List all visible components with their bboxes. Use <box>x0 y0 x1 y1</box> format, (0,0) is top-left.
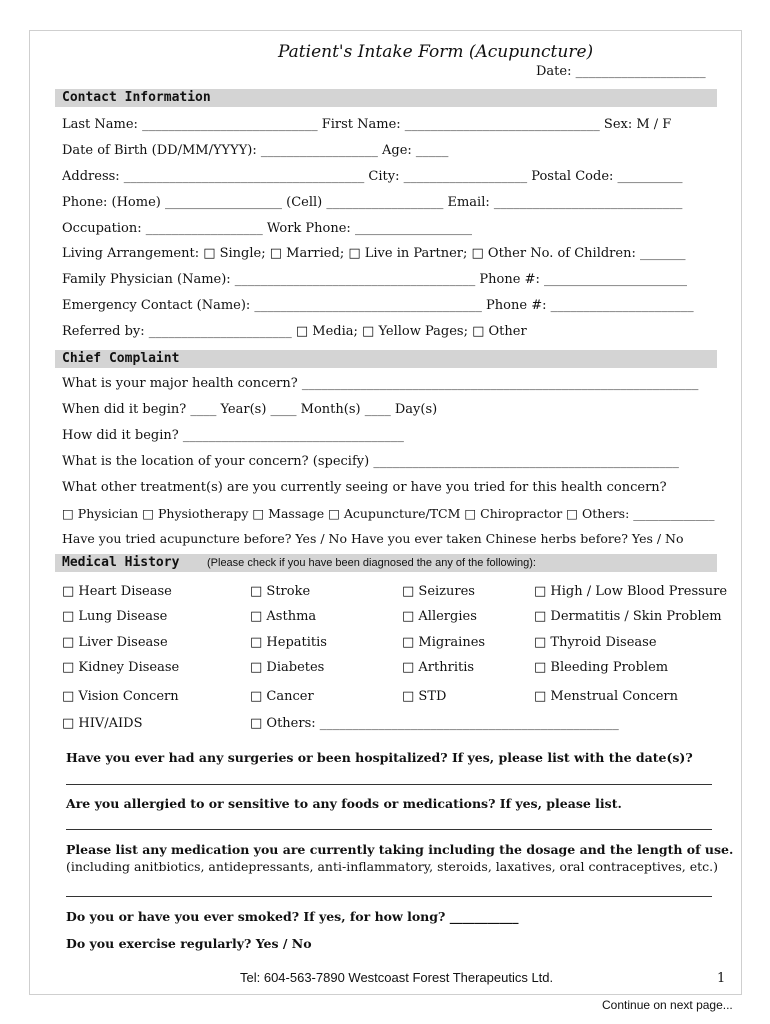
answer-line-allergy[interactable] <box>66 829 712 830</box>
answer-line-medication[interactable] <box>66 896 712 897</box>
field-row-treatments-question: What other treatment(s) are you currently seeing or have you tried for this health concern? <box>62 480 667 495</box>
continue-note: Continue on next page... <box>602 998 733 1012</box>
condition-checkbox[interactable]: □ Diabetes <box>250 660 325 675</box>
condition-checkbox[interactable]: □ Seizures <box>402 584 475 599</box>
condition-checkbox[interactable]: □ Dermatitis / Skin Problem <box>534 609 722 624</box>
condition-checkbox[interactable]: □ Liver Disease <box>62 635 168 650</box>
condition-checkbox[interactable]: □ Bleeding Problem <box>534 660 669 675</box>
field-row-physician[interactable]: Family Physician (Name): _____________________________________ Phone #: ______________________ <box>62 272 687 287</box>
page-number: 1 <box>717 971 726 986</box>
question-smoke[interactable]: Do you or have you ever smoked? If yes, for how long? ___________ <box>66 909 519 924</box>
field-row-dob[interactable]: Date of Birth (DD/MM/YYYY): __________________ Age: _____ <box>62 143 449 158</box>
condition-checkbox[interactable]: □ Allergies <box>402 609 477 624</box>
condition-checkbox[interactable]: □ High / Low Blood Pressure <box>534 584 728 599</box>
condition-checkbox[interactable]: □ Kidney Disease <box>62 660 180 675</box>
section-history-note: (Please check if you have been diagnosed the any of the following): <box>207 557 536 569</box>
field-row-acupuncture-herbs[interactable]: Have you tried acupuncture before? Yes / No Have you ever taken Chinese herbs before? Yes / No <box>62 531 684 546</box>
field-row-began[interactable]: When did it begin? ____ Year(s) ____ Month(s) ____ Day(s) <box>62 402 438 417</box>
condition-checkbox[interactable]: □ Lung Disease <box>62 609 168 624</box>
date-field[interactable]: Date: ____________________ <box>536 64 706 79</box>
question-exercise[interactable]: Do you exercise regularly? Yes / No <box>66 936 312 951</box>
condition-checkbox[interactable]: □ Stroke <box>250 584 311 599</box>
condition-checkbox[interactable]: □ Thyroid Disease <box>534 635 657 650</box>
condition-checkbox[interactable]: □ Asthma <box>250 609 317 624</box>
condition-checkbox[interactable]: □ Vision Concern <box>62 689 179 704</box>
section-contact-header <box>55 89 717 107</box>
section-contact-title: Contact Information <box>62 90 211 105</box>
condition-others-field[interactable]: □ Others: ______________________________________________ <box>250 716 619 731</box>
condition-checkbox[interactable]: □ Cancer <box>250 689 314 704</box>
condition-checkbox[interactable]: □ HIV/AIDS <box>62 716 143 731</box>
question-allergy: Are you allergied to or sensitive to any foods or medications? If yes, please list. <box>66 796 622 811</box>
condition-checkbox[interactable]: □ STD <box>402 689 447 704</box>
question-medication: Please list any medication you are currently taking including the dosage and the length of use. <box>66 842 734 857</box>
section-complaint-title: Chief Complaint <box>62 351 180 366</box>
field-row-occupation[interactable]: Occupation: __________________ Work Phone: __________________ <box>62 221 472 236</box>
field-row-emergency[interactable]: Emergency Contact (Name): ___________________________________ Phone #: ______________________ <box>62 298 694 313</box>
condition-checkbox[interactable]: □ Menstrual Concern <box>534 689 679 704</box>
condition-checkbox[interactable]: □ Arthritis <box>402 660 475 675</box>
field-row-concern[interactable]: What is your major health concern? _____________________________________________________________ <box>62 376 699 391</box>
field-row-living[interactable]: Living Arrangement: □ Single; □ Married; □ Live in Partner; □ Other No. of Children: _______ <box>62 246 686 261</box>
condition-checkbox[interactable]: □ Hepatitis <box>250 635 327 650</box>
field-row-treatments-options[interactable]: □ Physician □ Physiotherapy □ Massage □ Acupuncture/TCM □ Chiropractor □ Others: _____________ <box>62 506 715 521</box>
question-surgery: Have you ever had any surgeries or been hospitalized? If yes, please list with the date(s)? <box>66 750 693 765</box>
condition-checkbox[interactable]: □ Migraines <box>402 635 486 650</box>
field-row-referred[interactable]: Referred by: ______________________ □ Media; □ Yellow Pages; □ Other <box>62 324 527 339</box>
field-row-name[interactable]: Last Name: ___________________________ First Name: ______________________________ Sex: M / F <box>62 117 672 132</box>
field-row-location[interactable]: What is the location of your concern? (specify) _______________________________________________ <box>62 454 679 469</box>
field-row-how-began[interactable]: How did it begin? __________________________________ <box>62 428 404 443</box>
field-row-phone[interactable]: Phone: (Home) __________________ (Cell) __________________ Email: _____________________________ <box>62 195 683 210</box>
question-medication-note: (including anitbiotics, antidepressants, anti-inflammatory, steroids, laxatives, oral contraceptives, etc.) <box>66 859 719 874</box>
form-title: Patient's Intake Form (Acupuncture) <box>278 42 594 62</box>
answer-line-surgery[interactable] <box>66 784 712 785</box>
condition-checkbox[interactable]: □ Heart Disease <box>62 584 172 599</box>
section-complaint-header <box>55 350 717 368</box>
section-history-header <box>55 554 717 572</box>
field-row-address[interactable]: Address: _____________________________________ City: ___________________ Postal Code: __________ <box>62 169 683 184</box>
footer-contact: Tel: 604-563-7890 Westcoast Forest Therapeutics Ltd. <box>240 970 554 985</box>
section-history-title: Medical History <box>62 555 180 570</box>
